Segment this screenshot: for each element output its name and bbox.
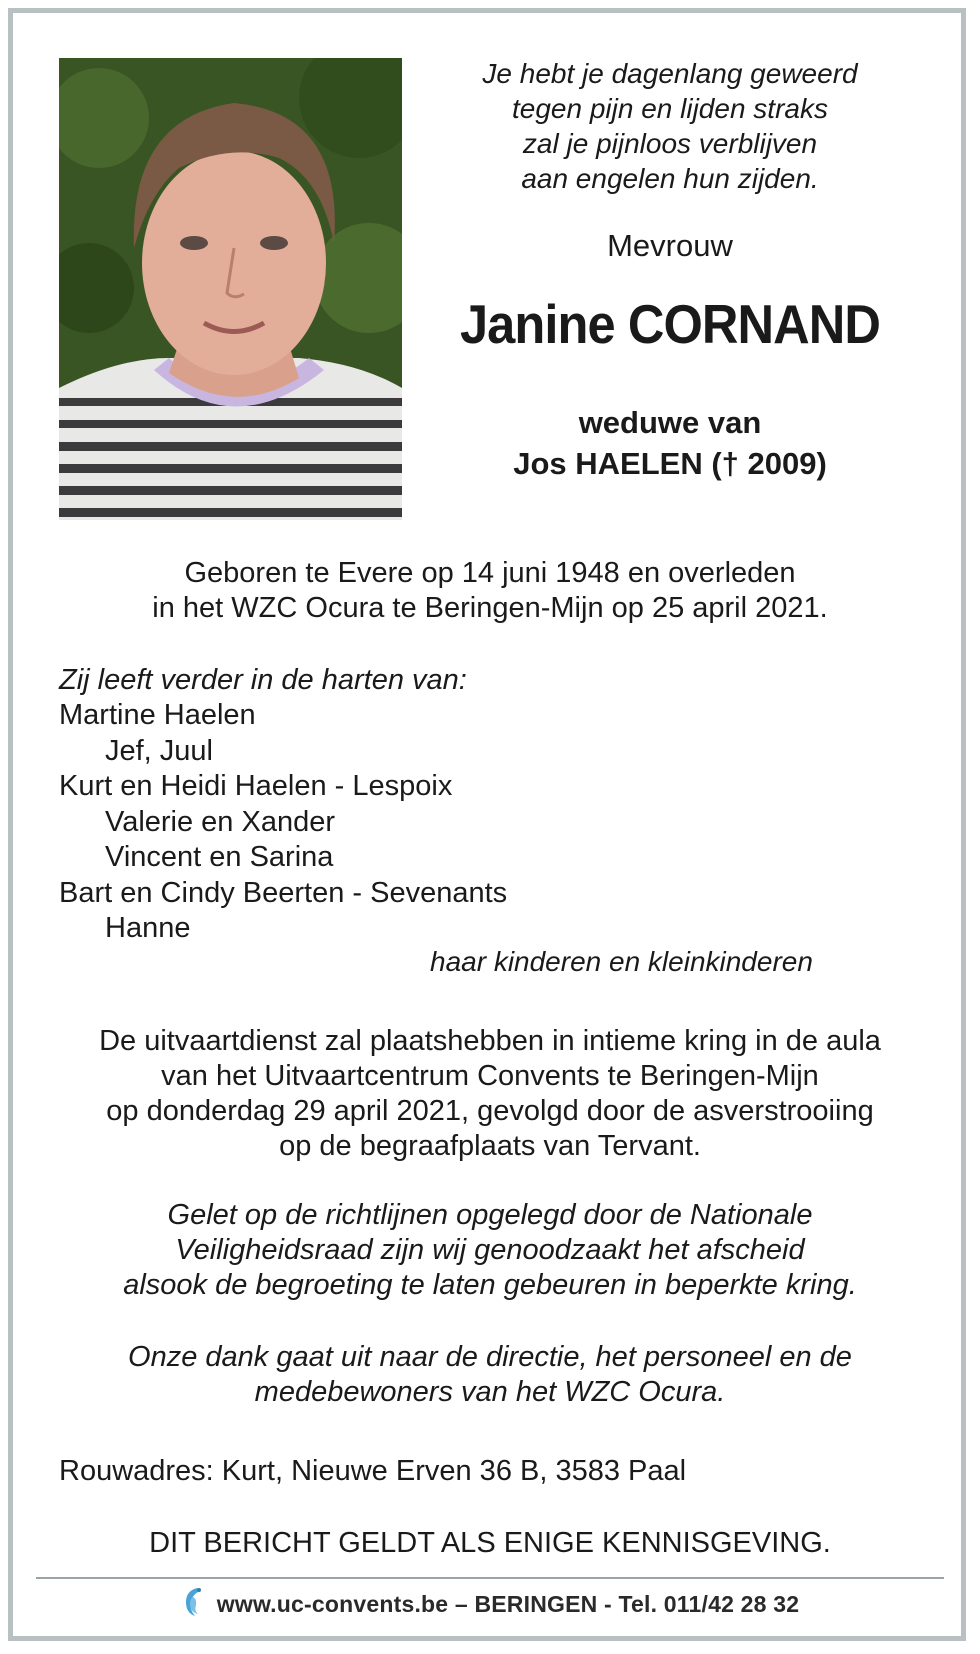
salutation: Mevrouw [607, 228, 733, 263]
birth-death-line: in het WZC Ocura te Beringen-Mijn op 25 april 2021. [152, 592, 828, 624]
family-member: Bart en Cindy Beerten - Sevenants [59, 876, 508, 909]
restrictions-line: Veiligheidsraad zijn wij genoodzaakt het afscheid [175, 1234, 805, 1266]
funeral-service-info [40, 1024, 940, 1164]
footer [40, 1584, 940, 1624]
thanks-note [40, 1340, 940, 1410]
service-line: op de begraafplaats van Tervant. [279, 1130, 701, 1162]
family-member: Kurt en Heidi Haelen - Lespoix [59, 770, 453, 802]
poem-line: zal je pijnloos verblijven [522, 128, 818, 159]
service-line: op donderdag 29 april 2021, gevolgd door de asverstrooiing [106, 1095, 874, 1127]
thanks-line: Onze dank gaat uit naar de directie, het personeel en de [128, 1341, 852, 1373]
footer-contact: www.uc-convents.be – BERINGEN - Tel. 011/42 28 32 [216, 1590, 800, 1617]
family-member: Jef, Juul [105, 734, 213, 767]
thanks-line: medebewoners van het WZC Ocura. [254, 1376, 726, 1408]
portrait-photo [59, 58, 402, 520]
poem-line: aan engelen hun zijden. [521, 163, 819, 194]
poem-line: Je hebt je dagenlang geweerd [482, 58, 858, 89]
birth-death-line: Geboren te Evere op 14 juni 1948 en overleden [184, 557, 796, 589]
portrait-illustration [59, 58, 402, 520]
memorial-poem [430, 56, 910, 196]
family-member: Martine Haelen [59, 699, 256, 731]
family-intro: Zij leeft verder in de harten van: [59, 664, 467, 696]
restrictions-line: Gelet op de richtlijnen opgelegd door de Nationale [167, 1199, 813, 1231]
service-line: van het Uitvaartcentrum Convents te Beringen-Mijn [161, 1060, 819, 1092]
widow-label: weduwe van [578, 405, 762, 440]
footer-divider [36, 1577, 944, 1579]
deceased-name: Janine CORNAND [459, 293, 881, 355]
mourning-address: Rouwadres: Kurt, Nieuwe Erven 36 B, 3583 Paal [59, 1455, 687, 1487]
spouse-name: Jos HAELEN († 2009) [513, 446, 827, 481]
birth-death-info [40, 556, 940, 626]
dove-logo-icon [181, 1585, 205, 1624]
widow-info [430, 402, 910, 484]
family-signature: haar kinderen en kleinkinderen [430, 946, 813, 977]
service-line: De uitvaartdienst zal plaatshebben in intieme kring in de aula [99, 1025, 881, 1057]
family-list [59, 698, 507, 947]
restrictions-note [40, 1198, 940, 1303]
family-member: Valerie en Xander [105, 805, 336, 838]
poem-line: tegen pijn en lijden straks [512, 93, 828, 124]
restrictions-line: alsook de begroeting te laten gebeuren in beperkte kring. [123, 1269, 857, 1301]
family-member: Hanne [105, 912, 191, 944]
official-notice: DIT BERICHT GELDT ALS ENIGE KENNISGEVING. [149, 1527, 831, 1559]
family-member: Vincent en Sarina [105, 841, 334, 873]
